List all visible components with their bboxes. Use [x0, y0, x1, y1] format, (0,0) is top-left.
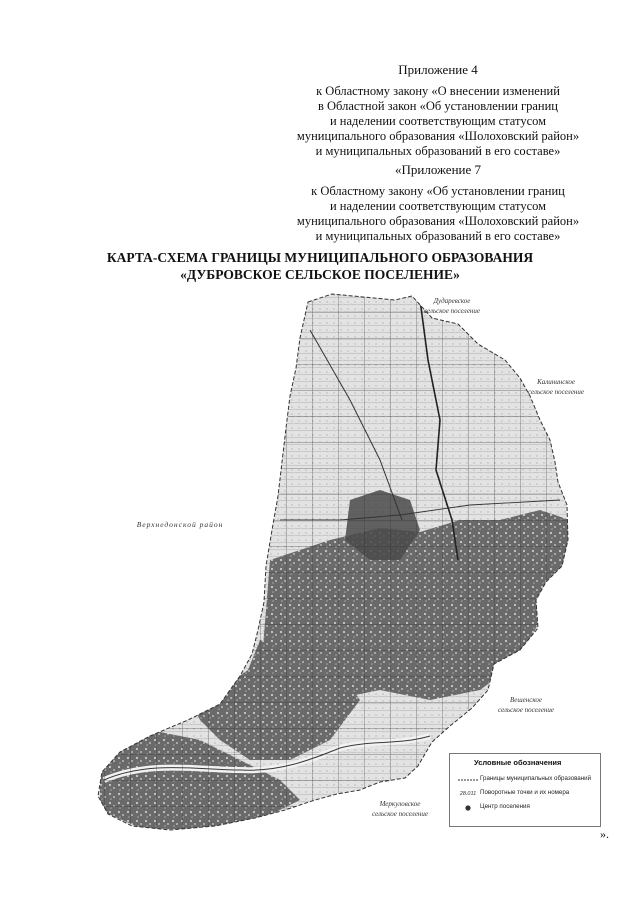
- legend-item: [450, 788, 600, 800]
- legend-item: [450, 774, 600, 786]
- legend-item-label: Центр поселения: [480, 803, 530, 810]
- neighbor-label-south: Меркуловское: [379, 800, 421, 808]
- turn-point-icon: 28.011: [459, 791, 477, 797]
- appendix-7-line: и муниципальных образований в его составе»: [315, 229, 561, 243]
- neighbor-label-southeast: Вешенское: [510, 696, 542, 704]
- settlement-center-dot-icon: [458, 802, 478, 814]
- appendix-4-line: муниципального образования «Шолоховский район»: [296, 129, 580, 143]
- appendix-7-line: муниципального образования «Шолоховский район»: [296, 214, 580, 228]
- closing-mark: ».: [600, 827, 609, 841]
- legend-item: [450, 802, 600, 814]
- neighbor-label-north: сельское поселение: [423, 307, 481, 315]
- legend-title: Условные обозначения: [474, 758, 562, 767]
- map-title-line: КАРТА-СХЕМА ГРАНИЦЫ МУНИЦИПАЛЬНОГО ОБРАЗОВАНИЯ: [106, 250, 534, 265]
- appendix-4-line: и наделении соответствующим статусом: [329, 114, 547, 128]
- neighbor-label-north: Дударевское: [433, 297, 471, 305]
- legend-item-label: Границы муниципальных образований: [480, 775, 592, 782]
- appendix-4-line: и муниципальных образований в его составе»: [315, 144, 561, 158]
- neighbor-label-east: сельское поселение: [527, 388, 585, 396]
- map-title-line: «ДУБРОВСКОЕ СЕЛЬСКОЕ ПОСЕЛЕНИЕ»: [180, 267, 460, 282]
- appendix-4-line: в Областной закон «Об установлении границ: [317, 99, 558, 113]
- dashed-line-icon: [458, 774, 478, 786]
- neighbor-label-south: сельское поселение: [371, 810, 429, 818]
- appendix-4-title: Приложение 4: [398, 62, 478, 77]
- appendix-7-line: и наделении соответствующим статусом: [329, 199, 547, 213]
- neighbor-label-southeast: сельское поселение: [497, 706, 555, 714]
- appendix-4-line: к Областному закону «О внесении изменений: [316, 84, 560, 98]
- map-legend: [449, 753, 601, 827]
- appendix-7-line: к Областному закону «Об установлении границ: [311, 184, 565, 198]
- appendix-7-title: «Приложение 7: [394, 162, 482, 177]
- legend-item-label: Поворотные точки и их номера: [480, 789, 570, 796]
- neighbor-label-west: Верхнедонской район: [136, 520, 224, 529]
- neighbor-label-east: Калининское: [537, 378, 575, 386]
